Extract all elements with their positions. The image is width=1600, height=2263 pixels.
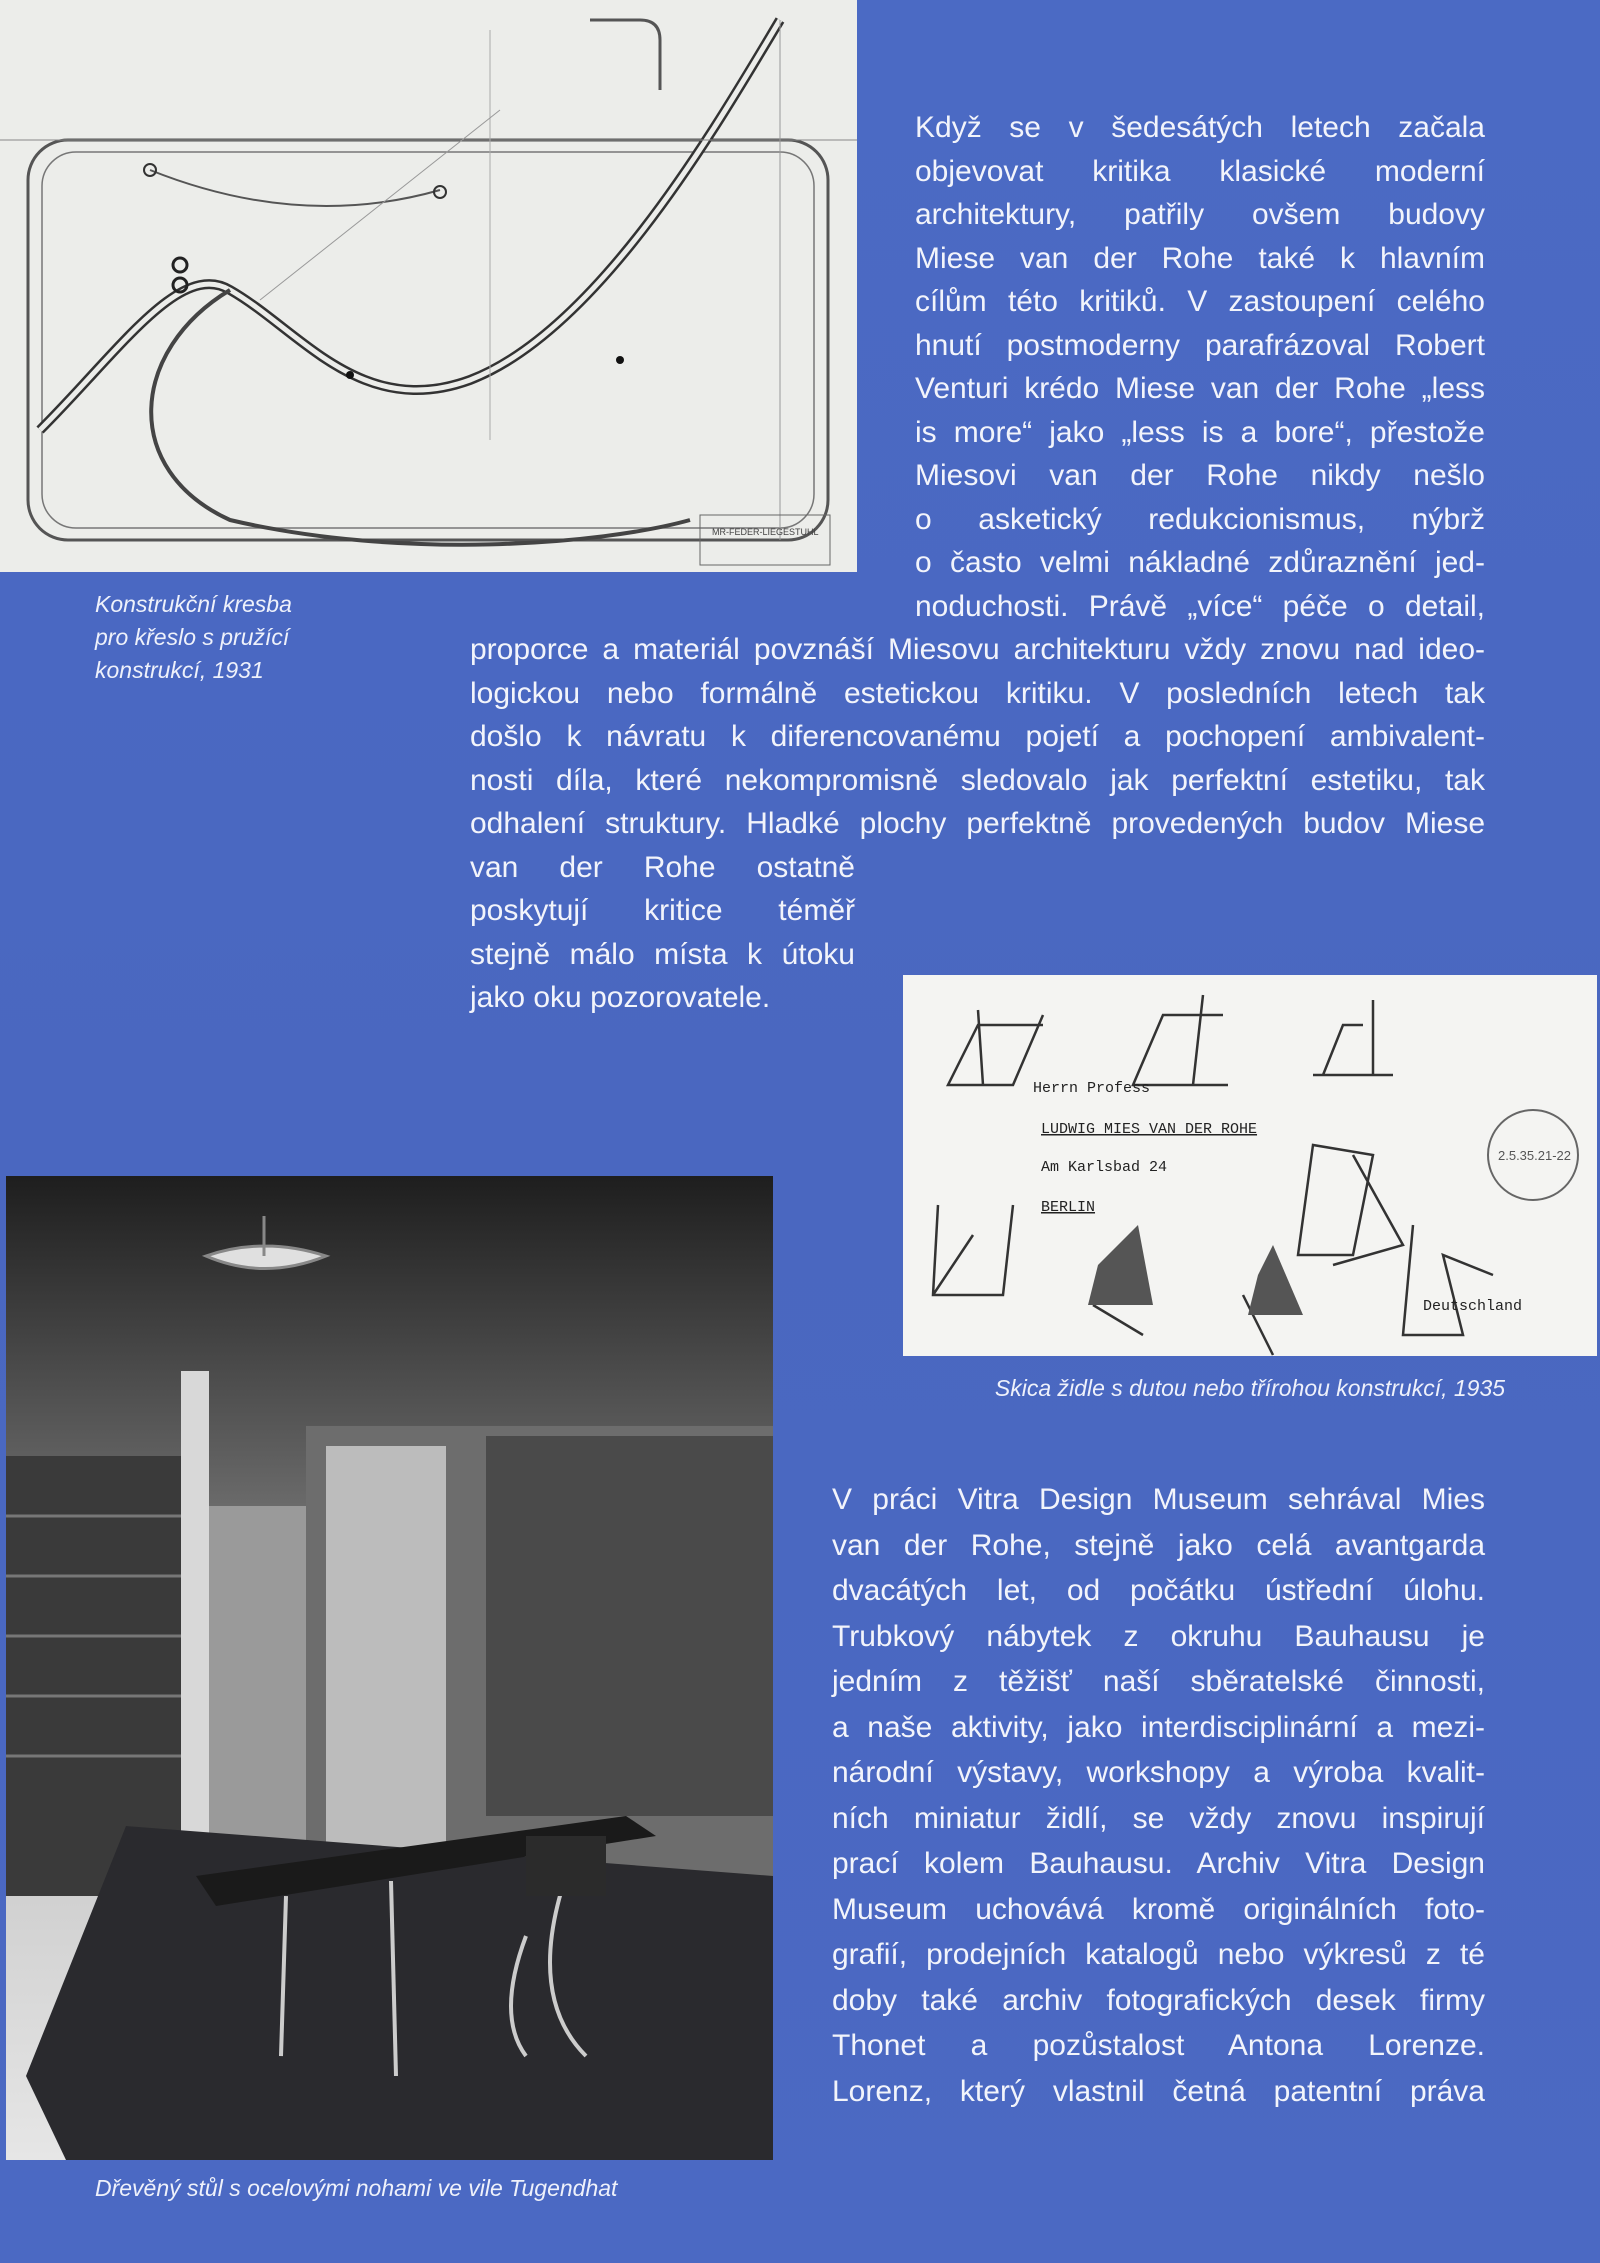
text-line: Trubkový nábytek z okruhu Bauhausu je (832, 1619, 1485, 1653)
text-line: V práci Vitra Design Museum sehrával Mies (832, 1483, 1485, 1516)
text-line: nosti díla, které nekompromisně sledovalo jak perfektní estetiku, tak (470, 763, 1485, 797)
text-line: Když se v šedesátých letech začala (915, 111, 1485, 144)
photo-caption: Dřevěný stůl s ocelovými nohami ve vile Tugendhat (95, 2175, 618, 2201)
text-line: grafií, prodejních katalogů nebo výkresů z té (832, 1938, 1485, 1971)
text-line: noduchosti. Právě „více“ péče o detail, (915, 589, 1485, 623)
tugendhat-interior-photo (6, 1176, 773, 2160)
text-line: odhalení struktury. Hladké plochy perfektně provedených budov Miese (470, 807, 1485, 840)
text-line: jako oku pozorovatele. (470, 981, 771, 1014)
text-line: hnutí postmoderny parafrázoval Robert (915, 328, 1485, 362)
letter-country-text: Deutschland (1423, 1298, 1523, 1315)
letter-address-line: Am Karlsbad 24 (1041, 1159, 1168, 1176)
text-line: proporce a materiál povznáší Miesovu architekturu vždy znovu nad ideo- (470, 633, 1485, 666)
sketch-illustration (903, 975, 1597, 1356)
text-line: architektury, patřily ovšem budovy (915, 198, 1485, 231)
text-line: prací kolem Bauhausu. Archiv Vitra Design (832, 1847, 1485, 1880)
postmark-text: 2.5.35.21-22 (1498, 1148, 1572, 1163)
drawing-illustration (0, 0, 857, 572)
drawing-caption-line: konstrukcí, 1931 (95, 657, 264, 683)
text-line: logickou nebo formálně estetickou kritiku. V posledních letech tak (470, 676, 1485, 710)
text-line: národní výstavy, workshopy a výroba kvalit- (832, 1756, 1485, 1789)
drawing-caption (95, 588, 292, 687)
text-line: poskytují kritice téměř (470, 894, 855, 927)
text-line: dvacátých let, od počátku ústřední úlohu. (832, 1574, 1485, 1607)
text-line: Thonet a pozůstalost Antona Lorenze. (832, 2029, 1485, 2062)
text-line: doby také archiv fotografických desek firmy (832, 1983, 1485, 2017)
text-line: a naše aktivity, jako interdisciplinární a mezi- (832, 1710, 1485, 1744)
text-line: o často velmi nákladné zdůraznění jed- (915, 546, 1485, 579)
letter-address-line: BERLIN (1041, 1199, 1096, 1216)
letter-address-line: Herrn Profess (1033, 1080, 1151, 1097)
letter-address-line: LUDWIG MIES VAN DER ROHE (1041, 1121, 1258, 1138)
text-line: Lorenz, který vlastnil četná patentní práva (832, 2074, 1485, 2108)
text-line: cílům této kritiků. V zastoupení celého (915, 285, 1485, 318)
text-line: o asketický redukcionismus, nýbrž (915, 502, 1485, 536)
text-line: van der Rohe ostatně (470, 850, 855, 884)
sketch-caption: Skica židle s dutou nebo třírohou konstrukcí, 1935 (994, 1375, 1506, 1401)
text-line: jedním z těžišť naší sběratelské činnosti, (832, 1665, 1485, 1698)
text-line: Miese van der Rohe také k hlavním (915, 241, 1485, 275)
text-line: stejně málo místa k útoku (470, 937, 855, 971)
text-line: Museum uchovává kromě originálních foto- (832, 1892, 1485, 1926)
text-line: došlo k návratu k diferencovanému pojetí a pochopení ambivalent- (470, 720, 1485, 753)
chair-construction-drawing-image (0, 0, 857, 572)
text-line: van der Rohe, stejně jako celá avantgarda (832, 1528, 1485, 1562)
text-line: objevovat kritika klasické moderní (915, 154, 1485, 188)
drawing-stamp-text: MR-FEDER-LIEGESTUHL (712, 527, 819, 537)
text-line: ních miniatur židlí, se vždy znovu inspirují (832, 1801, 1485, 1835)
text-line: Venturi krédo Miese van der Rohe „less (915, 372, 1485, 405)
photo-illustration (6, 1176, 773, 2160)
drawing-caption-line: Konstrukční kresba (95, 591, 292, 617)
text-line: Miesovi van der Rohe nikdy nešlo (915, 459, 1485, 492)
text-line: is more“ jako „less is a bore“, přestože (915, 415, 1485, 449)
drawing-caption-line: pro křeslo s pružící (95, 624, 290, 650)
chair-sketch-image (903, 975, 1597, 1356)
